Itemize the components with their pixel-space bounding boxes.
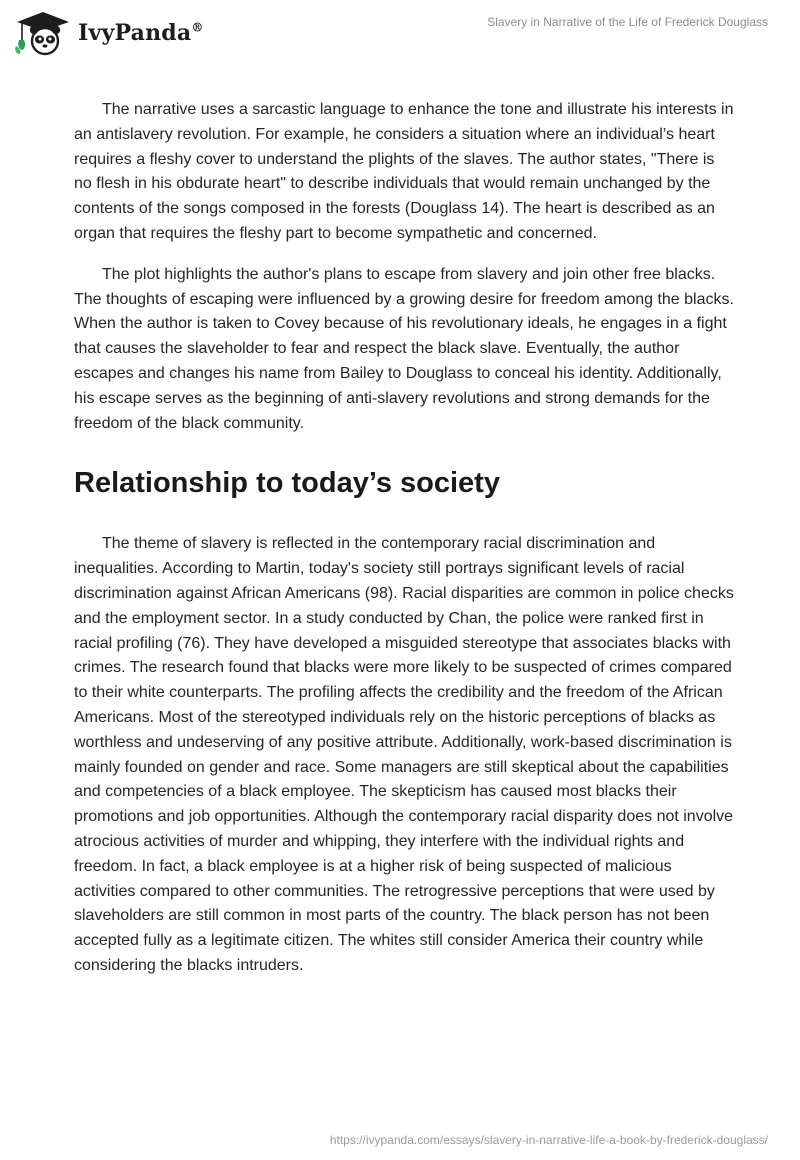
footer-source-url[interactable]: https://ivypanda.com/essays/slavery-in-narrative-life-a-book-by-frederick-douglass/: [329, 1133, 768, 1147]
brand-name: [78, 20, 204, 46]
panda-graduate-icon: [14, 10, 72, 56]
paragraph-sarcastic-language: The narrative uses a sarcastic language to enhance the tone and illustrate his interests in an antislavery revolution. For example, he considers a situation where an individual’s heart requires a fleshy cover to understand the plights of the slaves. The author states, "There is no flesh in his obdurate heart" to describe individuals that would remain unchanged by the contents of the songs composed in the forests (Douglass 14). The heart is described as an organ that requires the fleshy part to become sympathetic and concerned.: [74, 101, 734, 242]
brand-name-text: IvyPanda: [78, 20, 192, 46]
document-title: Slavery in Narrative of the Life of Frederick Douglass: [487, 15, 768, 29]
paragraph-contemporary-society: The theme of slavery is reflected in the contemporary racial discrimination and inequalities. According to Martin, today's society still portrays significant levels of racial discrimination against African Americans (98). Racial disparities are common in police checks and the employment sector. In a study conducted by Chan, the police were ranked first in racial profiling (76). They have developed a misguided stereotype that associates blacks with crimes. The research found that blacks were more likely to be suspected of crimes compared to their white counterparts. The profiling affects the credibility and the freedom of the African Americans. Most of the stereotyped individuals rely on the historic perceptions of blacks as worthless and undeserving of any positive attribute. Additionally, work-based discrimination is mainly founded on gender and race. Some managers are still skeptical about the capabilities and competencies of a black employee. The skepticism has caused most blacks their promotions and job opportunities. Although the contemporary racial disparity does not involve atrocious activities of murder and whipping, they interfere with the individual rights and freedom. In fact, a black employee is at a higher risk of being suspected of malicious activities compared to other communities. The retrogressive perceptions that were used by slaveholders are still common in most parts of the country. The black person has not been accepted fully as a legitimate citizen. The whites still consider America their country while considering the blacks intruders.: [74, 535, 734, 974]
registered-mark: ®: [191, 20, 204, 35]
page-header: [0, 0, 800, 66]
ivypanda-logo[interactable]: [14, 8, 204, 58]
section-heading: Relationship to today’s society: [74, 467, 500, 500]
paragraph-plot-escape: The plot highlights the author's plans to escape from slavery and join other free blacks. The thoughts of escaping were influenced by a growing desire for freedom among the blacks. When the author is taken to Covey because of his revolutionary ideals, he engages in a fight that causes the slaveholder to fear and respect the black slave. Eventually, the author escapes and changes his name from Bailey to Douglass to conceal his identity. Additionally, his escape serves as the beginning of anti-slavery revolutions and strong demands for the freedom of the black community.: [74, 265, 734, 432]
essay-content: [74, 98, 734, 979]
